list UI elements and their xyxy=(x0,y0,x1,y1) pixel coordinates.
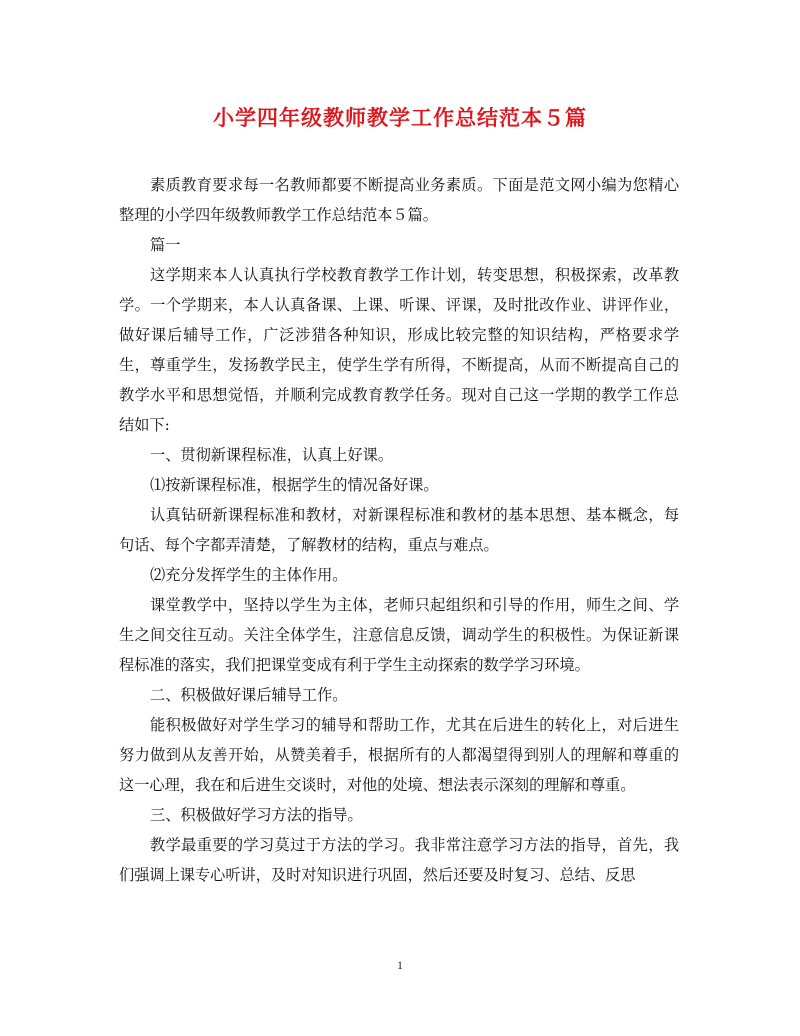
lesson-preparation-paragraph: 认真钻研新课程标准和教材，对新课程标准和教材的基本思想、基本概念，每句话、每个字都弄清楚，了解教材的结构，重点与难点。 xyxy=(119,506,679,554)
heading-study-methods: 三、积极做好学习方法的指导。 xyxy=(150,806,363,824)
document-body xyxy=(119,170,679,890)
document-title: 小学四年级教师教学工作总结范本５篇 xyxy=(213,105,587,130)
section-label-part-one: 篇一 xyxy=(150,236,181,254)
overview-paragraph: 这学期来本人认真执行学校教育教学工作计划，转变思想，积极探索，改革教学。一个学期来，本人认真备课、上课、听课、评课，及时批改作业、讲评作业，做好课后辅导工作，广泛涉猎各种知识，形成比较完整的知识结构，严格要求学生，尊重学生，发扬教学民主，使学生学有所得，不断提高，从而不断提高自己的教学水平和思想觉悟，并顺利完成教育教学任务。现对自己这一学期的教学工作总结如下: xyxy=(119,266,679,434)
subheading-lesson-preparation: ⑴按新课程标准，根据学生的情况备好课。 xyxy=(150,476,439,494)
study-methods-paragraph: 教学最重要的学习莫过于方法的学习。我非常注意学习方法的指导，首先，我们强调上课专心听讲，及时对知识进行巩固，然后还要及时复习、总结、反思 xyxy=(119,836,679,884)
after-class-tutoring-paragraph: 能积极做好对学生学习的辅导和帮助工作，尤其在后进生的转化上，对后进生努力做到从友善开始，从赞美着手，根据所有的人都渴望得到别人的理解和尊重的这一心理，我在和后进生交谈时，对他的处境、想法表示深刻的理解和尊重。 xyxy=(119,716,679,794)
subheading-student-role: ⑵充分发挥学生的主体作用。 xyxy=(150,566,348,584)
heading-after-class-tutoring: 二、积极做好课后辅导工作。 xyxy=(150,686,348,704)
heading-curriculum-standards: 一、贯彻新课程标准，认真上好课。 xyxy=(150,446,393,464)
page-number: 1 xyxy=(397,958,403,972)
student-role-paragraph: 课堂教学中，坚持以学生为主体，老师只起组织和引导的作用，师生之间、学生之间交往互动。关注全体学生，注意信息反馈，调动学生的积极性。为保证新课程标准的落实，我们把课堂变成有利于学生主动探索的数学学习环境。 xyxy=(119,596,679,674)
intro-paragraph: 素质教育要求每一名教师都要不断提高业务素质。下面是范文网小编为您精心整理的小学四年级教师教学工作总结范本５篇。 xyxy=(119,176,679,224)
